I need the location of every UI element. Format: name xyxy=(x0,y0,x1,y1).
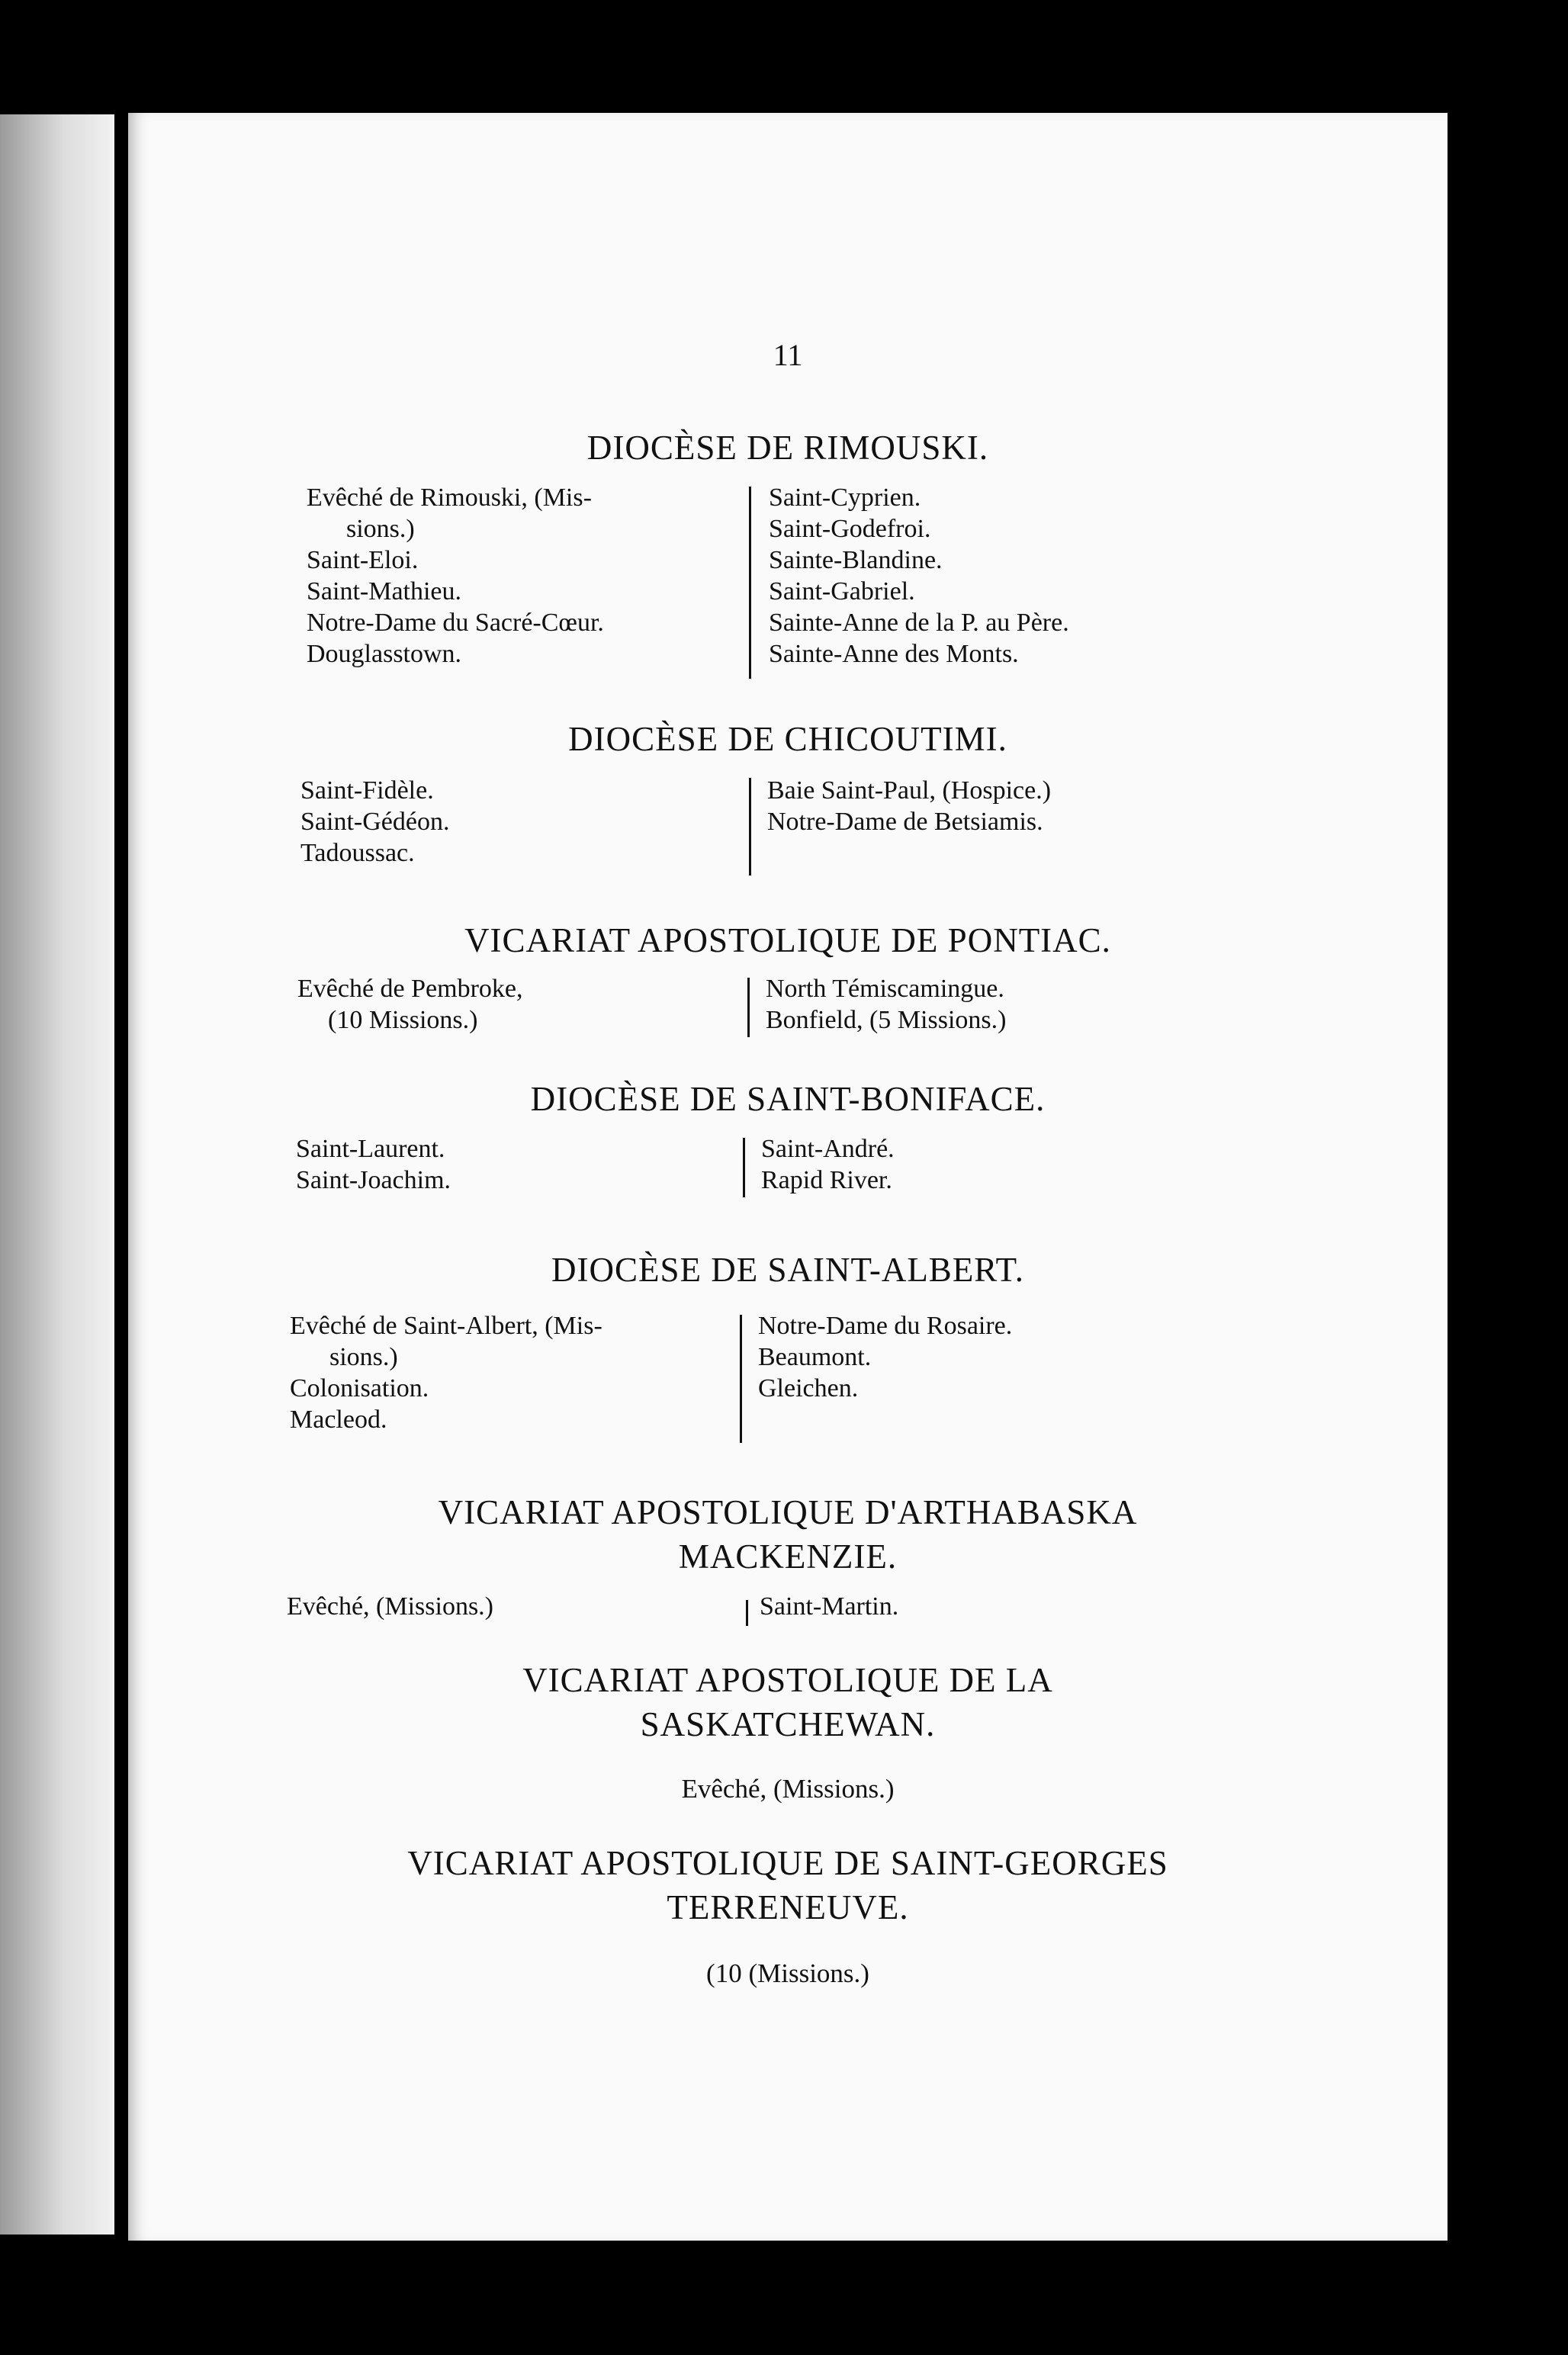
column-divider xyxy=(740,1315,742,1443)
section-heading-saint-albert: DIOCÈSE DE SAINT-ALBERT. xyxy=(551,1251,1025,1289)
list-item: Notre-Dame du Rosaire. xyxy=(758,1312,1013,1340)
list-item: Saint-Gédéon. xyxy=(300,808,450,836)
list-item: Saint-Joachim. xyxy=(296,1166,451,1194)
list-item: Rapid River. xyxy=(761,1166,892,1194)
list-item: sions.) xyxy=(346,515,415,543)
saint-boniface-right-column xyxy=(761,1133,895,1196)
list-item: Evêché de Pembroke, xyxy=(297,975,523,1003)
list-item: Notre-Dame du Sacré-Cœur. xyxy=(307,609,604,637)
list-item: Sainte-Anne des Monts. xyxy=(769,640,1019,668)
list-item: Evêché, (Missions.) xyxy=(287,1592,494,1621)
list-item: Notre-Dame de Betsiamis. xyxy=(767,808,1043,836)
list-item: Saint-Godefroi. xyxy=(769,515,931,543)
saint-georges-line: (10 (Missions.) xyxy=(706,1958,869,1988)
chicoutimi-right-column xyxy=(767,775,1051,837)
chicoutimi-left-column xyxy=(300,775,449,869)
list-item: Sainte-Anne de la P. au Père. xyxy=(769,609,1069,637)
list-item: Saint-André. xyxy=(761,1135,895,1163)
list-item: Tadoussac. xyxy=(300,839,415,867)
list-item: Douglasstown. xyxy=(307,640,462,668)
section-heading-saint-boniface: DIOCÈSE DE SAINT-BONIFACE. xyxy=(530,1080,1046,1118)
list-item: North Témiscamingue. xyxy=(766,975,1004,1003)
column-divider xyxy=(747,978,750,1037)
list-item: Saint-Gabriel. xyxy=(769,577,915,606)
list-item: Saint-Martin. xyxy=(760,1592,899,1621)
list-item: Saint-Laurent. xyxy=(296,1135,445,1163)
list-item: Saint-Fidèle. xyxy=(300,776,434,805)
saskatchewan-line: Evêché, (Missions.) xyxy=(681,1774,895,1804)
column-divider xyxy=(749,487,751,679)
list-item: Saint-Cyprien. xyxy=(769,484,921,512)
saint-albert-right-column xyxy=(758,1310,1012,1404)
list-item: Saint-Eloi. xyxy=(307,546,419,574)
list-item: Baie Saint-Paul, (Hospice.) xyxy=(767,776,1052,805)
document-page xyxy=(128,113,1448,2241)
list-item: Bonfield, (5 Missions.) xyxy=(766,1006,1007,1034)
section-heading-rimouski: DIOCÈSE DE RIMOUSKI. xyxy=(586,429,989,467)
pontiac-left-column xyxy=(297,973,523,1036)
list-item: sions.) xyxy=(329,1343,398,1371)
section-heading-pontiac: VICARIAT APOSTOLIQUE DE PONTIAC. xyxy=(464,921,1111,959)
list-item: Beaumont. xyxy=(758,1343,872,1371)
page-number: 11 xyxy=(773,338,803,372)
saint-albert-left-column xyxy=(290,1310,602,1435)
section-heading-saint-georges: VICARIAT APOSTOLIQUE DE SAINT-GEORGES TERRENEUVE. xyxy=(407,1844,1168,1926)
saint-boniface-left-column xyxy=(296,1133,451,1196)
column-divider xyxy=(743,1138,745,1197)
rimouski-left-column xyxy=(307,482,604,670)
list-item: Colonisation. xyxy=(290,1374,429,1402)
previous-page-edge xyxy=(0,114,114,2235)
arthabaska-left-column xyxy=(287,1591,493,1622)
list-item: Evêché de Rimouski, (Mis- xyxy=(307,484,592,512)
pontiac-right-column xyxy=(766,973,1006,1036)
rimouski-right-column xyxy=(769,482,1069,670)
list-item: (10 Missions.) xyxy=(328,1006,478,1034)
list-item: Evêché de Saint-Albert, (Mis- xyxy=(290,1312,602,1340)
list-item: Saint-Mathieu. xyxy=(307,577,462,606)
list-item: Macleod. xyxy=(290,1406,387,1434)
section-heading-arthabaska: VICARIAT APOSTOLIQUE D'ARTHABASKA MACKENZIE. xyxy=(438,1493,1138,1576)
arthabaska-right-column xyxy=(760,1591,898,1622)
list-item: Gleichen. xyxy=(758,1374,859,1402)
column-divider xyxy=(746,1600,748,1626)
list-item: Sainte-Blandine. xyxy=(769,546,943,574)
section-heading-saskatchewan: VICARIAT APOSTOLIQUE DE LA SASKATCHEWAN. xyxy=(522,1661,1053,1743)
column-divider xyxy=(749,778,751,875)
section-heading-chicoutimi: DIOCÈSE DE CHICOUTIMI. xyxy=(568,720,1007,758)
